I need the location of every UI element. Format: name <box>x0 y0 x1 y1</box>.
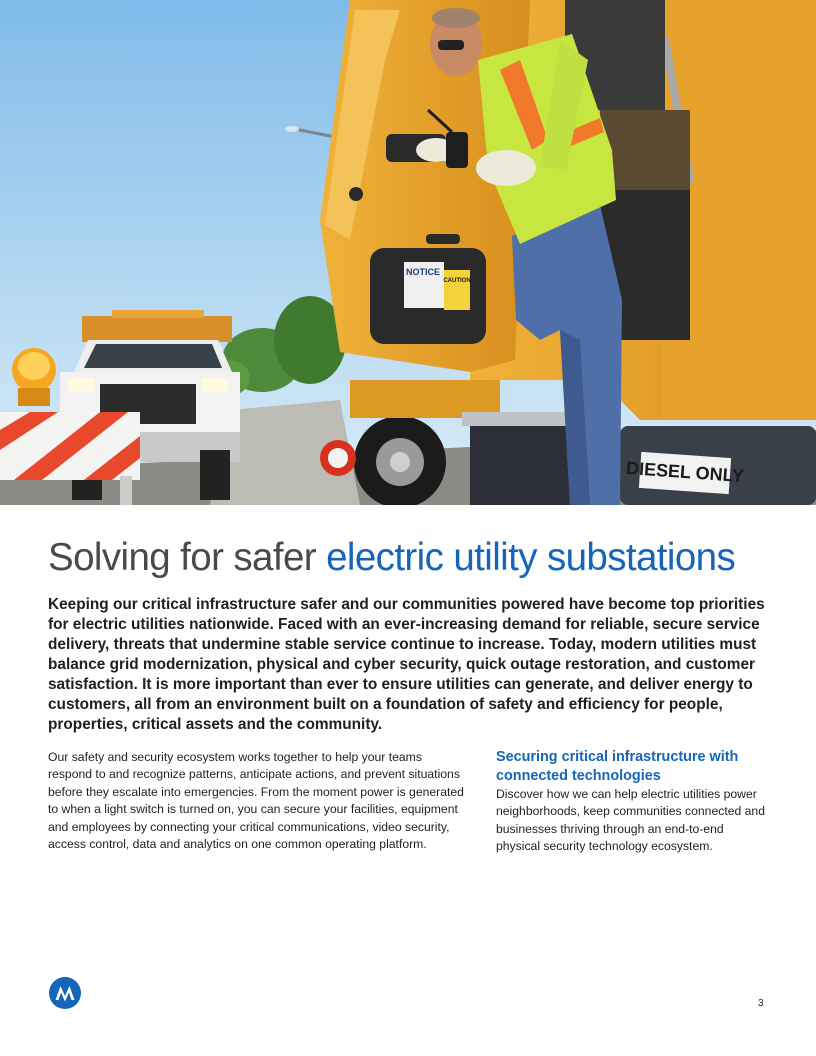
door-notice-text: NOTICE <box>405 267 441 277</box>
sidebar-heading: Securing critical infrastructure with connected technologies <box>496 749 739 784</box>
hero-photo <box>0 0 816 505</box>
page-number: 3 <box>758 998 764 1009</box>
body-paragraph: Our safety and security ecosystem works together to help your teams respond to and recognize patterns, anticipate actions, and prevent situations before they escalate into emergencies. From the moment power is generated to when a light switch is turned on, you can secure your facilities, equipment and employees by connecting your critical communications, video security, access control, data and analytics on one common operating platform. <box>48 750 464 852</box>
motorola-logo-icon <box>49 977 81 1009</box>
title-prefix: Solving for safer <box>48 536 316 579</box>
lead-paragraph: Keeping our critical infrastructure safer and our communities powered have become top priorities for electric utilities nationwide. Faced with an ever-increasing demand for reliable, secure service delivery, threats that undermine stable service continue to increase. Today, modern utilities must balance grid modernization, physical and cyber security, quick outage restoration, and customer satisfaction. It is more important than ever to ensure utilities can generate, and deliver energy to customers, all from an environment built on a foundation of safety and efficiency for people, properties, critical assets and the community. <box>48 596 765 733</box>
hero-illustration <box>0 0 816 505</box>
door-caution-text: CAUTION <box>443 278 471 284</box>
title-accent: electric utility substations <box>326 536 736 579</box>
sidebar-body: Discover how we can help electric utilities power neighborhoods, keep communities connected and businesses thriving through an end-to-end physical security technology ecosystem. <box>496 787 765 854</box>
diesel-sign-text: DIESEL ONLY <box>625 457 745 487</box>
page-title <box>48 536 735 580</box>
